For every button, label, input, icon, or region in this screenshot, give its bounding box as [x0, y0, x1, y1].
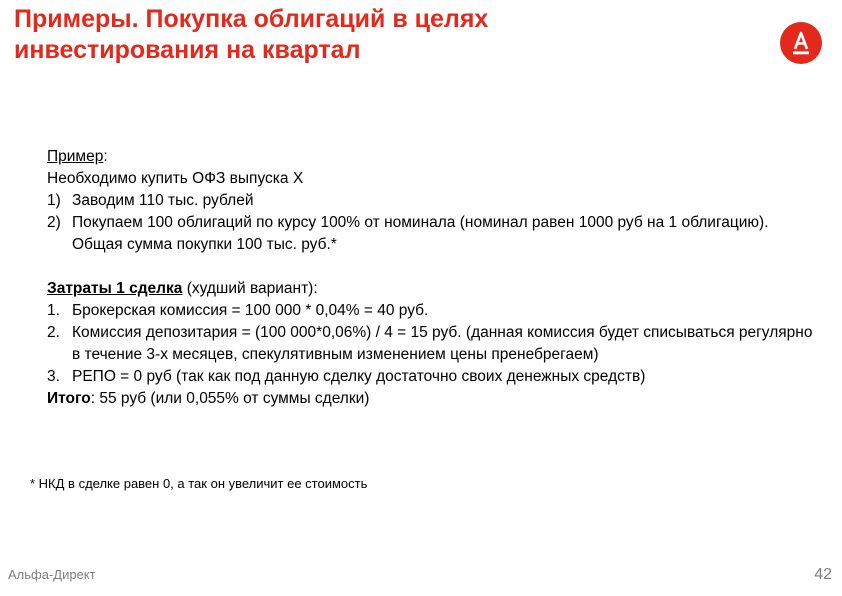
costs-total [47, 388, 817, 410]
costs-heading-rest: (худший вариант): [182, 280, 318, 297]
footer-brand: Альфа-Директ [8, 567, 96, 582]
list-item-text: Заводим 110 тыс. рублей [72, 192, 254, 209]
example-steps-list [47, 190, 817, 256]
example-label: Пример [47, 148, 104, 165]
spacer [47, 256, 817, 278]
costs-total-value: : 55 руб (или 0,055% от суммы сделки) [90, 390, 370, 407]
example-intro: Необходимо купить ОФЗ выпуска X [47, 170, 304, 187]
list-item-number: 2) [47, 214, 61, 231]
costs-total-label: Итого [47, 390, 91, 407]
alfa-logo-glyph [780, 22, 822, 64]
list-item-number: 3. [47, 368, 60, 385]
list-item [47, 300, 817, 322]
list-item-number: 1) [47, 192, 61, 209]
list-item-text: Комиссия депозитария = (100 000*0,06%) / 4 = 15 руб. (данная комиссия будет списываться регулярно в течение 3-х месяцев, спекулятивным изменением цены пренебрегаем) [72, 324, 813, 363]
list-item-text: Покупаем 100 облигаций по курсу 100% от номинала (номинал равен 1000 руб на 1 облигацию). Общая сумма покупки 100 тыс. руб.* [72, 214, 769, 253]
list-item [47, 212, 817, 256]
costs-list [47, 300, 817, 388]
costs-heading-underlined: Затраты 1 сделка [47, 280, 183, 297]
slide-title-line-2: инвестирования на квартал [14, 36, 361, 64]
slide-title [14, 4, 734, 66]
example-label-line [47, 146, 817, 168]
list-item [47, 322, 817, 366]
footnote: * НКД в сделке равен 0, а так он увеличит ее стоимость [30, 476, 368, 491]
list-item-number: 2. [47, 324, 60, 341]
costs-heading [47, 278, 817, 300]
slide-title-line-1: Примеры. Покупка облигаций в целях [14, 5, 489, 33]
list-item-text: Брокерская комиссия = 100 000 * 0,04% = 40 руб. [72, 302, 429, 319]
list-item [47, 366, 817, 388]
slide-content [47, 146, 817, 410]
list-item-text: РЕПО = 0 руб (так как под данную сделку достаточно своих денежных средств) [72, 368, 646, 385]
list-item-number: 1. [47, 302, 60, 319]
example-label-suffix: : [103, 148, 108, 165]
page-number: 42 [814, 566, 832, 583]
list-item [47, 190, 817, 212]
alfa-bank-logo-icon [780, 22, 822, 64]
